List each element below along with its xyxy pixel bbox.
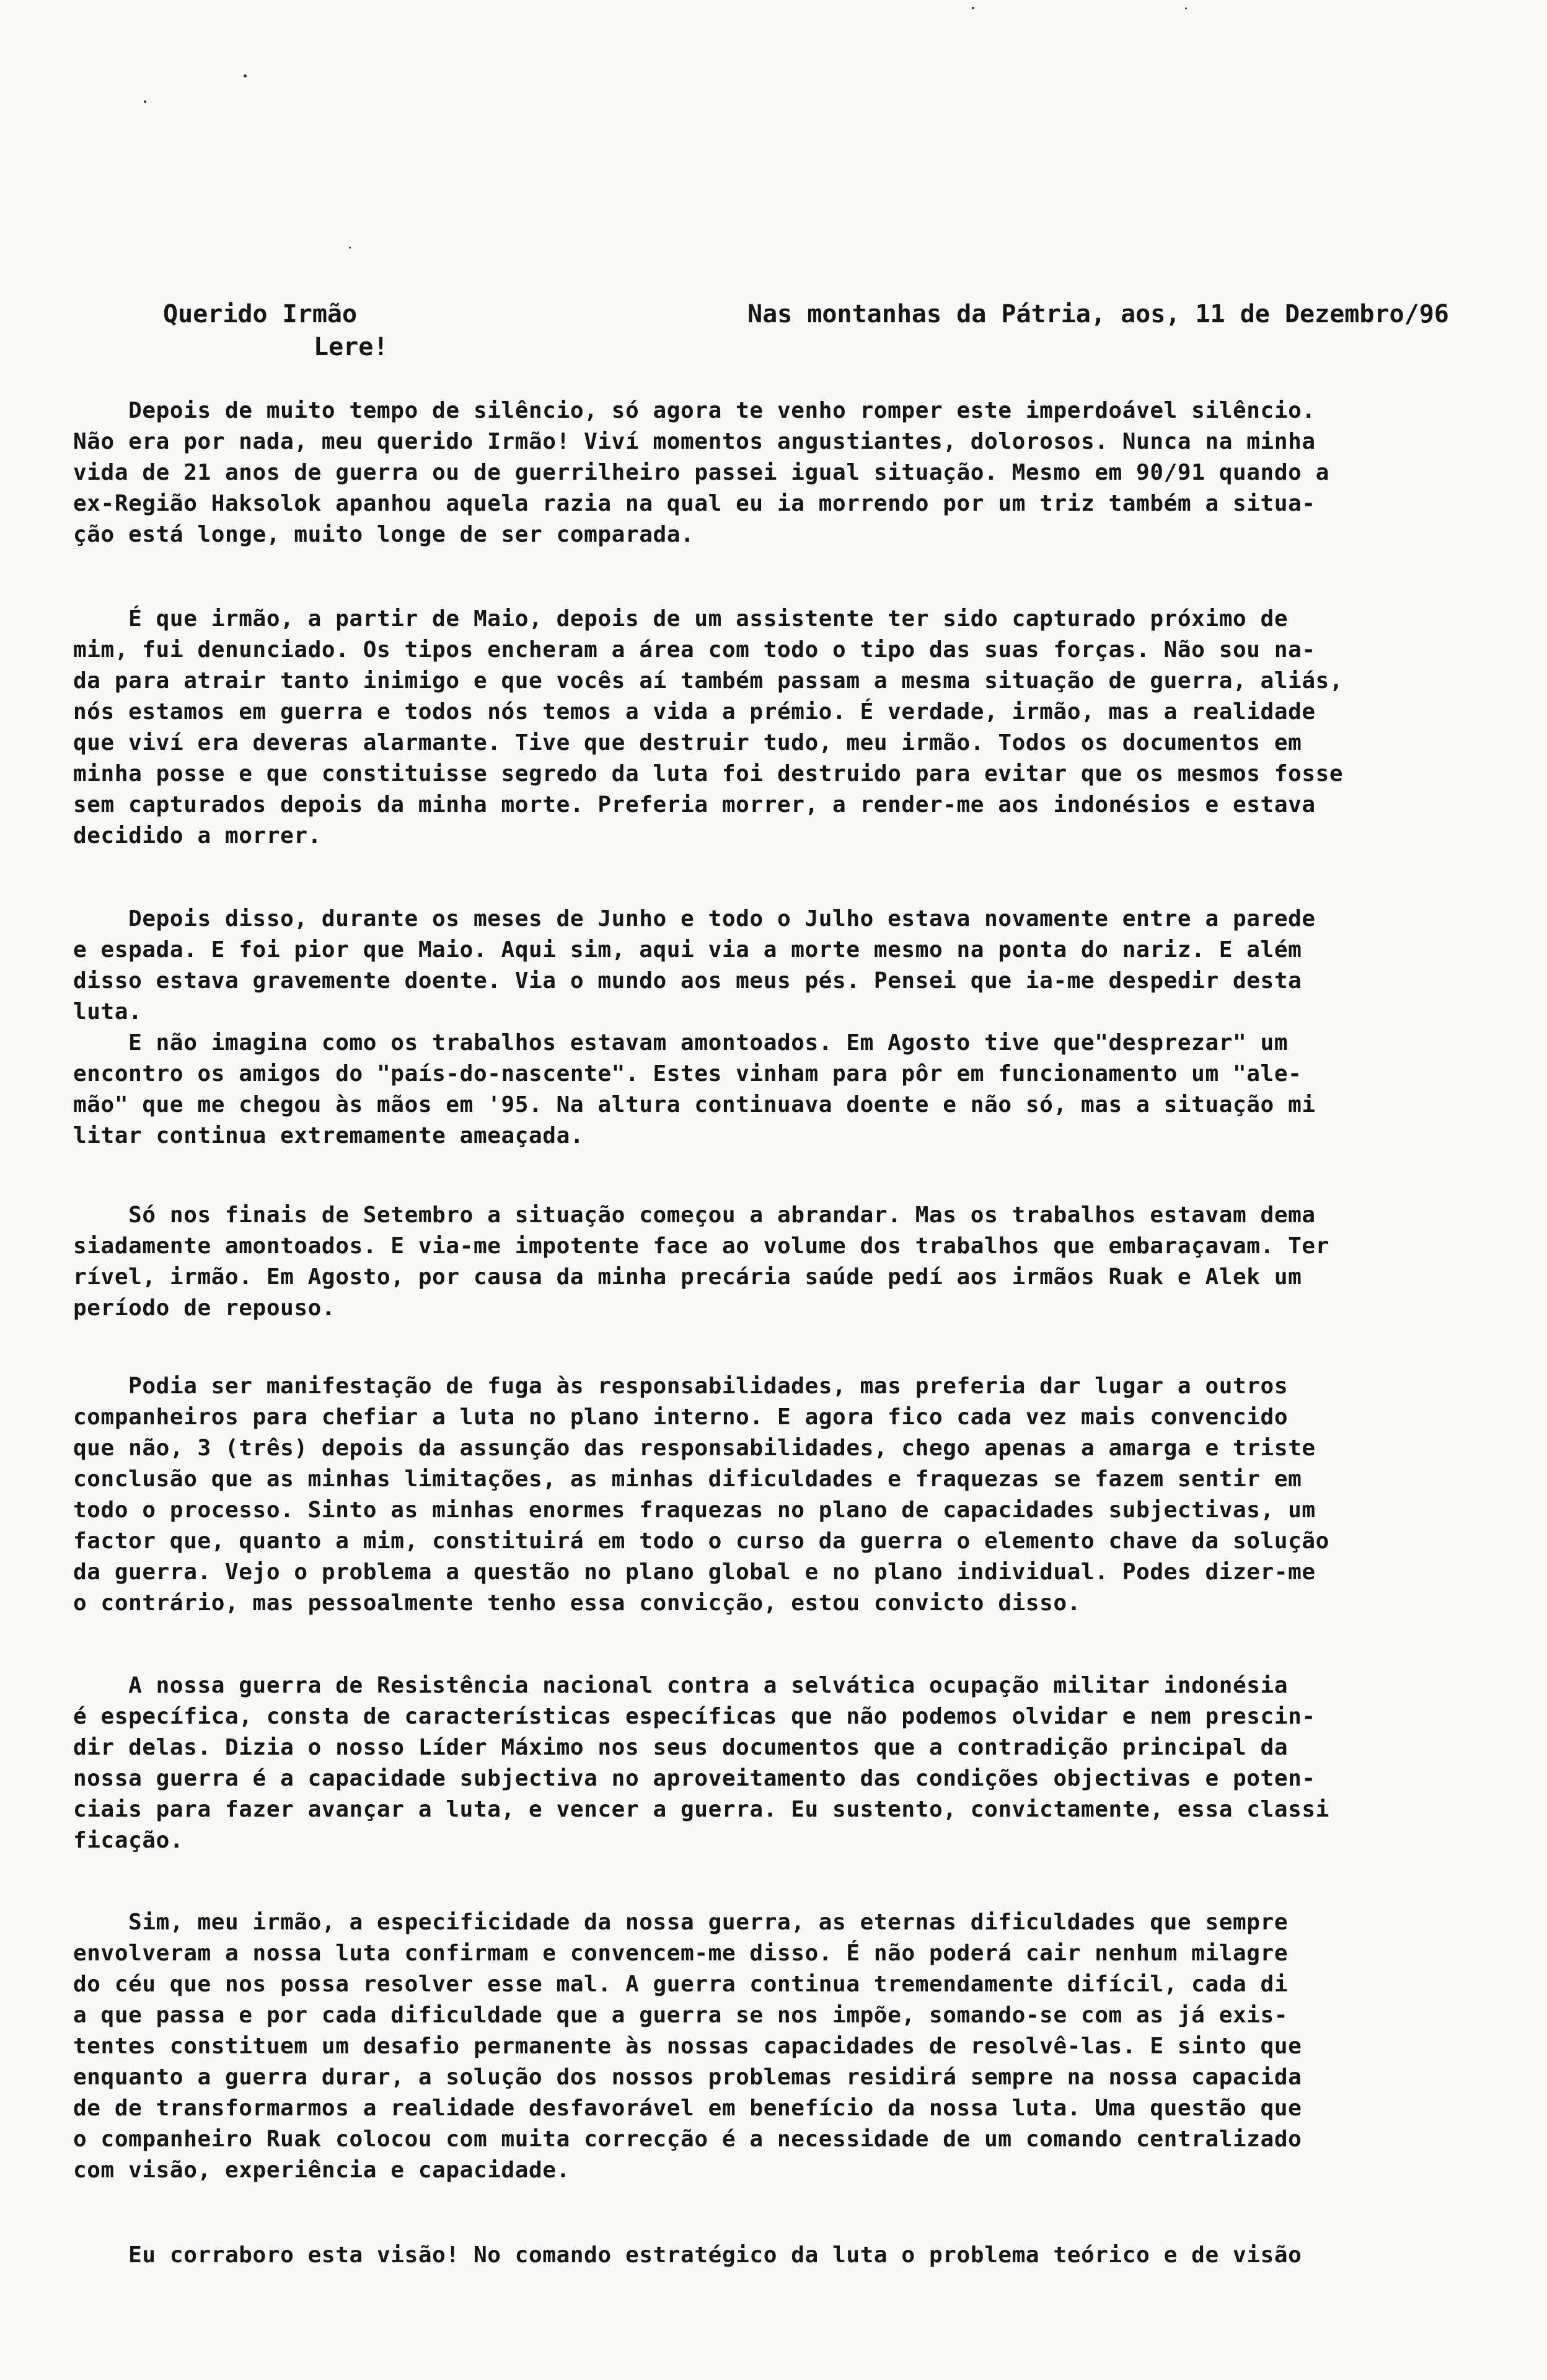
text-line: sem capturados depois da minha morte. Preferia morrer, a render-me aos indonésios e estava (73, 792, 1316, 818)
scan-speck (1185, 7, 1187, 9)
paragraph-8 (73, 2240, 1474, 2271)
text-line: tentes constituem um desafio permanente às nossas capacidades de resolvê-las. E sinto que (73, 2034, 1302, 2059)
text-line: Não era por nada, meu querido Irmão! Viví momentos angustiantes, dolorosos. Nunca na minha (73, 429, 1316, 454)
text-line: encontro os amigos do "país-do-nascente". Estes vinham para pôr em funcionamento um "ale- (73, 1061, 1302, 1086)
text-line: Podia ser manifestação de fuga às responsabilidades, mas preferia dar lugar a outros (73, 1373, 1289, 1399)
text-line: Eu corraboro esta visão! No comando estratégico da luta o problema teórico e de visão (73, 2242, 1302, 2268)
scan-speck (349, 247, 351, 249)
text-line: Depois de muito tempo de silêncio, só agora te venho romper este imperdoável silêncio. (73, 398, 1316, 423)
text-line: a que passa e por cada dificuldade que a guerra se nos impõe, somando-se com as já exis- (73, 2003, 1289, 2028)
scan-speck (972, 7, 974, 9)
text-line: companheiros para chefiar a luta no plano interno. E agora fico cada vez mais convencido (73, 1404, 1289, 1430)
text-line: vida de 21 anos de guerra ou de guerrilheiro passei igual situação. Mesmo em 90/91 quando a (73, 460, 1329, 485)
text-line: Depois disso, durante os meses de Junho e todo o Julho estava novamente entre a parede (73, 906, 1316, 932)
text-line: da para atrair tanto inimigo e que vocês aí também passam a mesma situação de guerra, aliás, (73, 668, 1344, 694)
text-line: ção está longe, muito longe de ser comparada. (73, 522, 695, 547)
text-line: disso estava gravemente doente. Via o mundo aos meus pés. Pensei que ia-me despedir desta (73, 968, 1302, 994)
text-line: enquanto a guerra durar, a solução dos nossos problemas residirá sempre na nossa capacida (73, 2065, 1302, 2090)
text-line: ex-Região Haksolok apanhou aquela razia na qual eu ia morrendo por um triz também a situa- (73, 491, 1316, 516)
scan-speck (244, 74, 247, 77)
text-line: luta. (73, 999, 143, 1025)
text-line: o companheiro Ruak colocou com muita correcção é a necessidade de um comando centralizado (73, 2127, 1302, 2152)
paragraph-4 (73, 1200, 1474, 1324)
text-line: dir delas. Dizia o nosso Líder Máximo nos seus documentos que a contradição principal da (73, 1735, 1289, 1760)
text-line: decidido a morrer. (73, 823, 322, 848)
text-line: nossa guerra é a capacidade subjectiva no aproveitamento das condições objectivas e poten- (73, 1766, 1316, 1791)
salutation: Querido Irmão (163, 300, 358, 328)
text-line: e espada. E foi pior que Maio. Aqui sim, aqui via a morte mesmo na ponta do nariz. E além (73, 937, 1302, 963)
text-line: período de repouso. (73, 1295, 336, 1321)
text-line: envolveram a nossa luta confirmam e convencem-me disso. É não poderá cair nenhum milagre (73, 1941, 1289, 1966)
text-line: nós estamos em guerra e todos nós temos a vida a prémio. É verdade, irmão, mas a realidade (73, 699, 1316, 725)
place-date: Nas montanhas da Pátria, aos, 11 de Dezembro/96 (747, 300, 1449, 328)
paragraph-5 (73, 1371, 1474, 1619)
text-line: ficação. (73, 1828, 184, 1853)
salutation-name: Lere! (314, 333, 389, 361)
text-line: conclusão que as minhas limitações, as minhas dificuldades e fraquezas se fazem sentir em (73, 1466, 1302, 1492)
text-line: litar continua extremamente ameaçada. (73, 1123, 584, 1148)
scan-speck (144, 100, 146, 103)
text-line: ciais para fazer avançar a luta, e vencer a guerra. Eu sustento, convictamente, essa classi (73, 1797, 1329, 1822)
paragraph-1 (73, 395, 1474, 550)
paragraph-2 (73, 604, 1474, 852)
text-line: com visão, experiência e capacidade. (73, 2157, 570, 2183)
text-line: que viví era deveras alarmante. Tive que destruir tudo, meu irmão. Todos os documentos em (73, 730, 1302, 756)
text-line: que não, 3 (três) depois da assunção das responsabilidades, chego apenas a amarga e triste (73, 1435, 1316, 1461)
text-line: da guerra. Vejo o problema a questão no plano global e no plano individual. Podes dizer-me (73, 1559, 1316, 1585)
text-line: É que irmão, a partir de Maio, depois de um assistente ter sido capturado próximo de (73, 606, 1289, 632)
text-line: siadamente amontoados. E via-me impotente face ao volume dos trabalhos que embaraçavam. Ter (73, 1233, 1329, 1259)
paragraph-3 (73, 904, 1474, 1152)
text-line: todo o processo. Sinto as minhas enormes fraquezas no plano de capacidades subjectivas, um (73, 1497, 1316, 1523)
text-line: mão" que me chegou às mãos em '95. Na altura continuava doente e não só, mas a situação mi (73, 1092, 1316, 1117)
paragraph-7 (73, 1907, 1474, 2186)
text-line: Sim, meu irmão, a especificidade da nossa guerra, as eternas dificuldades que sempre (73, 1910, 1289, 1935)
text-line: mim, fui denunciado. Os tipos encheram a área com todo o tipo das suas forças. Não sou na- (73, 637, 1316, 663)
text-line: factor que, quanto a mim, constituirá em todo o curso da guerra o elemento chave da solução (73, 1528, 1329, 1554)
paragraph-6 (73, 1670, 1474, 1856)
text-line: rível, irmão. Em Agosto, por causa da minha precária saúde pedí aos irmãos Ruak e Alek um (73, 1264, 1302, 1290)
text-line: A nossa guerra de Resistência nacional contra a selvática ocupação militar indonésia (73, 1673, 1289, 1698)
text-line: do céu que nos possa resolver esse mal. A guerra continua tremendamente difícil, cada di (73, 1972, 1289, 1997)
text-line: E não imagina como os trabalhos estavam amontoados. Em Agosto tive que"desprezar" um (73, 1030, 1289, 1056)
text-line: Só nos finais de Setembro a situação começou a abrandar. Mas os trabalhos estavam dema (73, 1202, 1316, 1228)
text-line: é específica, consta de características específicas que não podemos olvidar e nem prescin- (73, 1704, 1316, 1729)
text-line: de de transformarmos a realidade desfavorável em benefício da nossa luta. Uma questão que (73, 2096, 1302, 2121)
text-line: o contrário, mas pessoalmente tenho essa convicção, estou convicto disso. (73, 1590, 1081, 1616)
text-line: minha posse e que constituisse segredo da luta foi destruido para evitar que os mesmos fosse (73, 761, 1344, 787)
